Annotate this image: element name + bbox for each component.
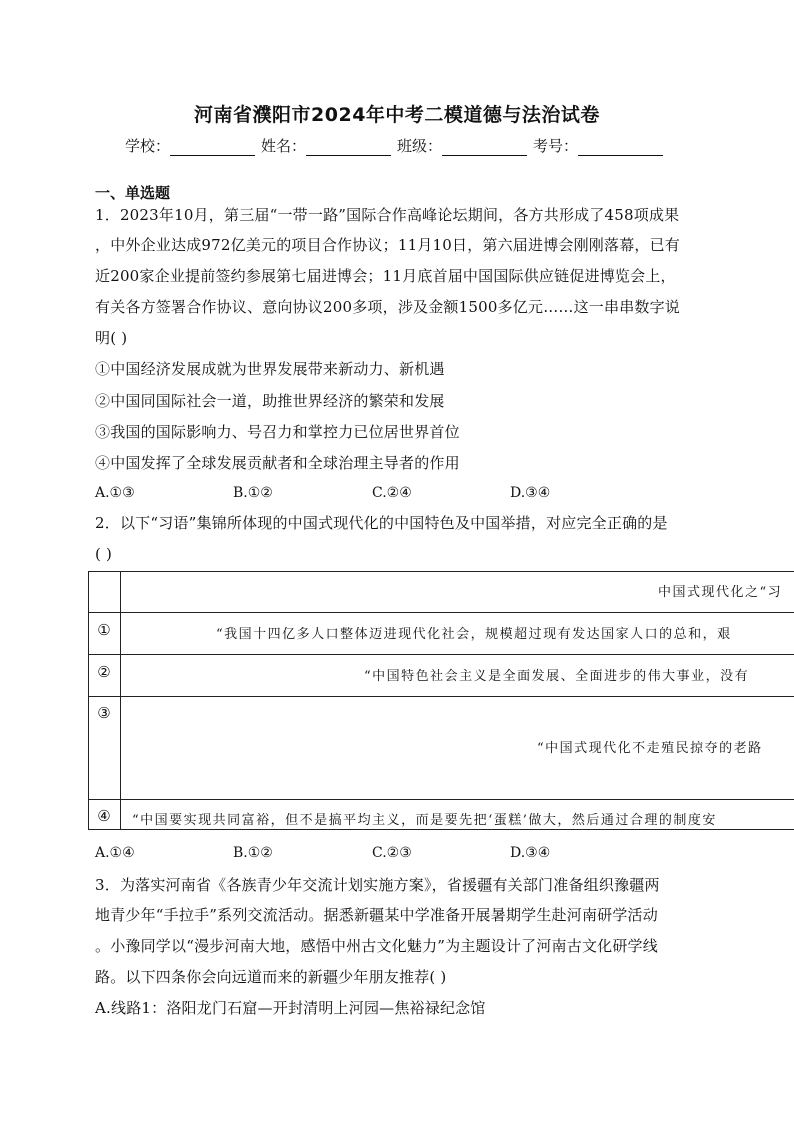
- q1-line: ，中外企业达成972亿美元的项目合作协议；11月10日，第六届进博会刚刚落幕，已有: [95, 236, 681, 254]
- q1-line: 近200家企业提前签约参展第七届进博会；11月底首届中国国际供应链促进博览会上，: [95, 267, 676, 285]
- q1-statement: ④中国发挥了全球发展贡献者和全球治理主导者的作用: [95, 454, 460, 472]
- table-row-text: “中国式现代化不走殖民掠夺的老路: [537, 741, 763, 756]
- q1-line: 明( ): [95, 329, 128, 347]
- q1-option-a[interactable]: A.①③: [95, 485, 135, 501]
- exam-title: 河南省濮阳市2024年中考二模道德与法治试卷: [194, 104, 600, 126]
- q3-line: 。小豫同学以“漫步河南大地，感悟中州古文化魅力”为主题设计了河南古文化研学线: [95, 937, 658, 955]
- table-row-text: “中国特色社会主义是全面发展、全面进步的伟大事业，没有: [364, 669, 750, 684]
- section-title: 一、单选题: [95, 184, 171, 202]
- q3-option-a[interactable]: A.线路1：洛阳龙门石窟—开封清明上河园—焦裕禄纪念馆: [95, 999, 486, 1017]
- q1-statement: ③我国的国际影响力、号召力和掌控力已位居世界首位: [95, 423, 460, 441]
- q2-option-c[interactable]: C.②③: [372, 845, 412, 861]
- q1-statement: ②中国同国际社会一道，助推世界经济的繁荣和发展: [95, 392, 445, 410]
- q1-option-d[interactable]: D.③④: [510, 485, 551, 501]
- school-label: 学校：: [125, 137, 171, 155]
- q1-option-c[interactable]: C.②④: [372, 485, 412, 501]
- table-row-text: “中国要实现共同富裕，但不是搞平均主义，而是要先把‘蛋糕’做大，然后通过合理的制度安: [132, 813, 717, 828]
- school-blank[interactable]: [170, 141, 255, 156]
- exam-no-blank[interactable]: [578, 141, 663, 156]
- q1-statement: ①中国经济发展成就为世界发展带来新动力、新机遇: [95, 360, 445, 378]
- exam-no-label: 考号：: [533, 137, 579, 155]
- q3-line: 3．为落实河南省《各族青少年交流计划实施方案》，省援疆有关部门准备组织豫疆两: [95, 876, 660, 894]
- table-row-number: ③: [97, 704, 111, 722]
- q3-line: 地青少年“手拉手”系列交流活动。据悉新疆某中学准备开展暑期学生赴河南研学活动: [95, 906, 658, 924]
- q3-line: 路。以下四条你会向远道而来的新疆少年朋友推荐( ): [95, 968, 447, 986]
- table-row-number: ②: [97, 663, 111, 681]
- q1-line: 有关各方签署合作协议、意向协议200多项，涉及金额1500多亿元……这一串串数字说: [95, 298, 681, 316]
- student-info-line: [125, 135, 669, 156]
- q1-line: 1．2023年10月，第三届“一带一路”国际合作高峰论坛期间，各方共形成了458项成果: [95, 206, 680, 224]
- table-row-number: ④: [97, 807, 111, 825]
- q2-option-b[interactable]: B.①②: [233, 845, 273, 861]
- xiyu-table: [88, 571, 794, 829]
- q2-line: 2．以下“习语”集锦所体现的中国式现代化的中国特色及中国举措，对应完全正确的是: [95, 514, 668, 532]
- q2-line: ( ): [95, 545, 113, 563]
- class-blank[interactable]: [442, 141, 527, 156]
- table-row-number: ①: [97, 621, 111, 639]
- name-label: 姓名：: [261, 137, 307, 155]
- q2-option-a[interactable]: A.①④: [95, 845, 135, 861]
- table-header: 中国式现代化之“习: [658, 585, 783, 600]
- name-blank[interactable]: [306, 141, 391, 156]
- q1-option-b[interactable]: B.①②: [233, 485, 273, 501]
- q2-option-d[interactable]: D.③④: [510, 845, 551, 861]
- table-row-text: “我国十四亿多人口整体迈进现代化社会，规模超过现有发达国家人口的总和，艰: [216, 627, 732, 642]
- class-label: 班级：: [397, 137, 443, 155]
